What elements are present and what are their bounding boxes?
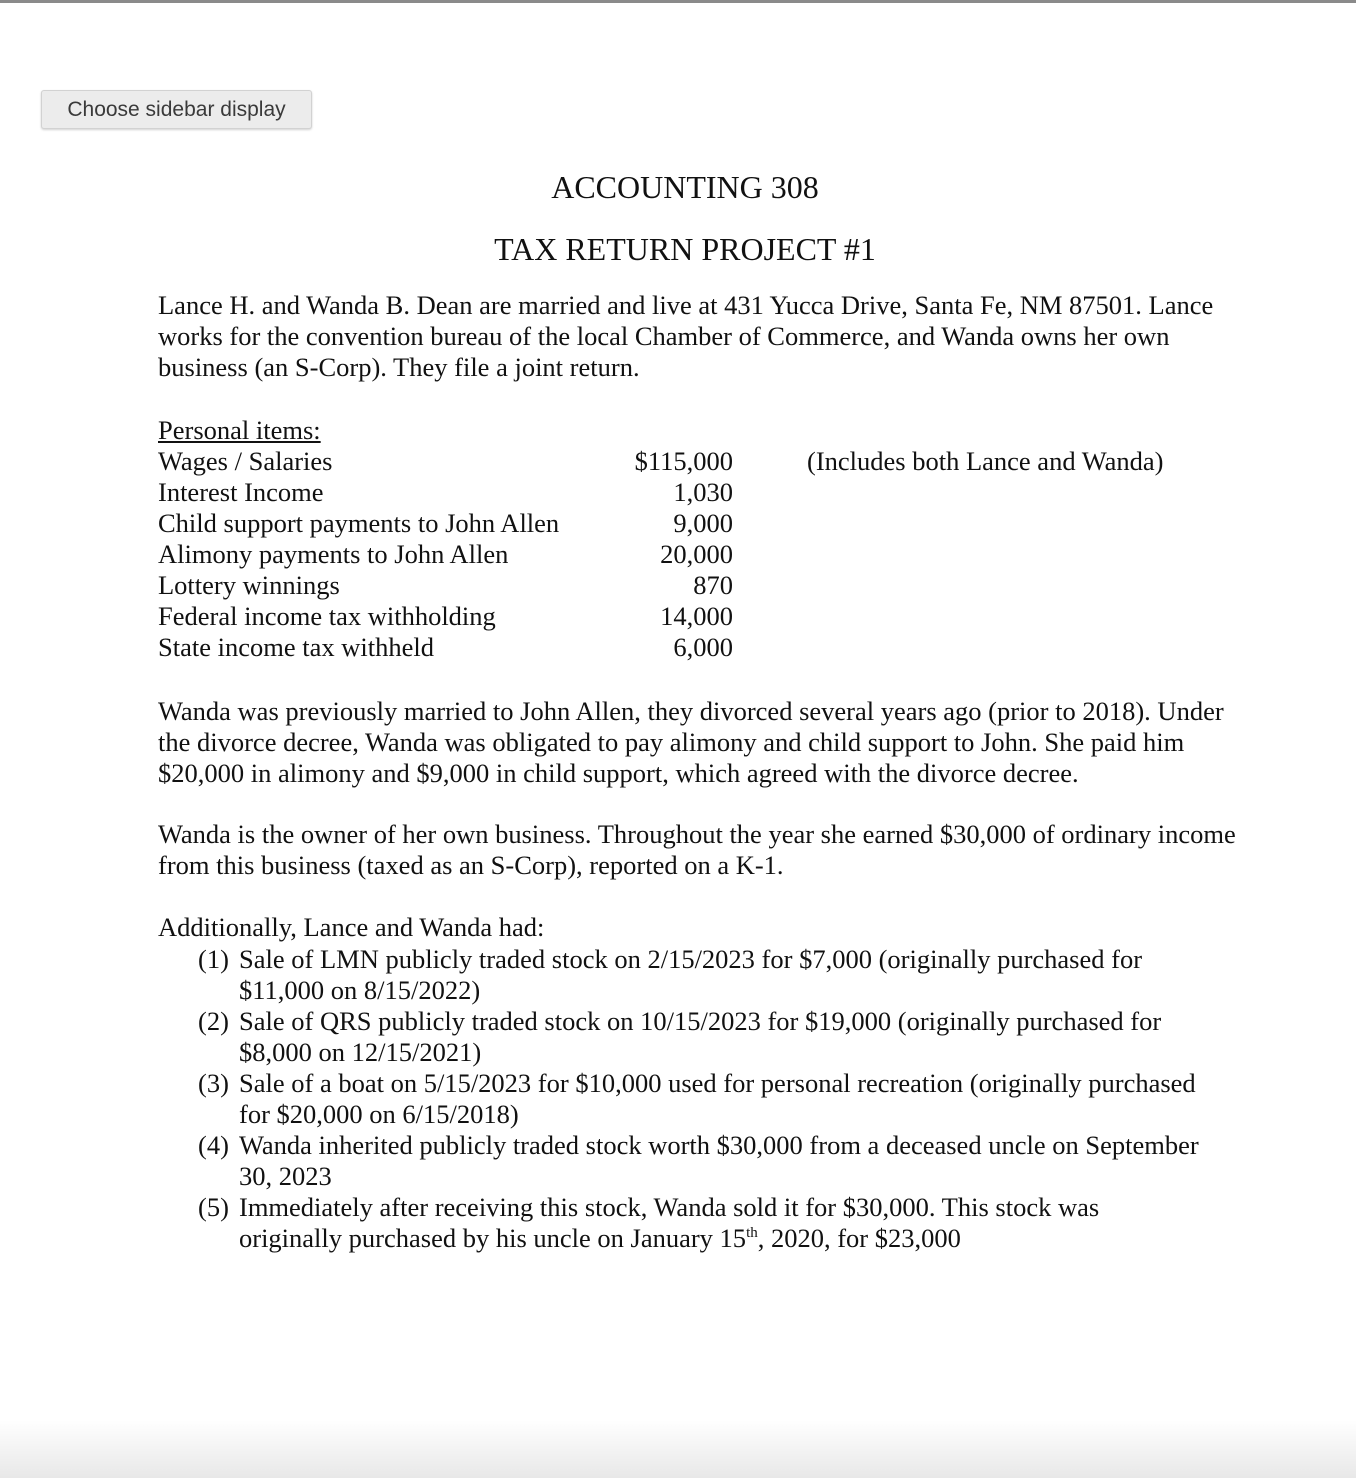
item-amount: 6,000: [673, 632, 733, 662]
item-amount: 1,030: [673, 477, 733, 507]
item-label: Child support payments to John Allen: [158, 508, 560, 538]
ordinal-suffix: th: [746, 1225, 758, 1241]
document-subtitle: TAX RETURN PROJECT #1: [494, 231, 876, 267]
list-number: (2): [198, 1006, 229, 1036]
personal-item-row: [158, 539, 1258, 570]
item-label: Alimony payments to John Allen: [158, 539, 509, 569]
item-amount: 20,000: [660, 539, 733, 569]
list-text: [239, 1192, 1199, 1254]
item-amount: 870: [693, 570, 733, 600]
item-amount: 14,000: [660, 601, 733, 631]
personal-item-row: [158, 477, 1258, 508]
item-label: State income tax withheld: [158, 632, 434, 662]
list-text: Sale of QRS publicly traded stock on 10/15/2023 for $19,000 (originally purchased for $8,000 on 12/15/2021): [239, 1006, 1162, 1067]
list-number: (4): [198, 1130, 229, 1160]
personal-items-heading: Personal items:: [158, 415, 321, 445]
item-note: (Includes both Lance and Wanda): [807, 446, 1164, 476]
personal-item-row: [158, 570, 1258, 601]
item-label: Federal income tax withholding: [158, 601, 496, 631]
divorce-paragraph: Wanda was previously married to John Allen, they divorced several years ago (prior to 2018). Under the divorce decree, Wanda was obligated to pay alimony and child support to John. She paid him $20,000 in alimony and $9,000 in child support, which agreed with the divorce decree.: [158, 696, 1224, 788]
intro-paragraph: Lance H. and Wanda B. Dean are married and live at 431 Yucca Drive, Santa Fe, NM 87501. Lance works for the convention bureau of the local Chamber of Commerce, and Wanda owns her own business (an S-Corp). They file a joint return.: [158, 290, 1214, 382]
personal-item-row: [158, 632, 1258, 663]
window-top-border: [0, 0, 1356, 3]
personal-item-row: [158, 601, 1258, 632]
item-amount: 9,000: [673, 508, 733, 538]
choose-sidebar-display-button[interactable]: Choose sidebar display: [41, 90, 312, 129]
list-text-part: , 2020, for $23,000: [757, 1223, 961, 1253]
list-number: (3): [198, 1068, 229, 1098]
personal-item-row: [158, 446, 1258, 477]
list-number: (5): [198, 1192, 229, 1222]
list-text: Sale of a boat on 5/15/2023 for $10,000 used for personal recreation (originally purchased for $20,000 on 6/15/2018): [239, 1068, 1196, 1129]
item-label: Lottery winnings: [158, 570, 340, 600]
list-text-part: Immediately after receiving this stock, Wanda sold it for $30,000. This stock was originally purchased by his uncle on January 15: [239, 1192, 1100, 1253]
additional-heading: Additionally, Lance and Wanda had:: [158, 912, 545, 942]
list-text: Sale of LMN publicly traded stock on 2/15/2023 for $7,000 (originally purchased for $11,000 on 8/15/2022): [239, 944, 1143, 1005]
list-number: (1): [198, 944, 229, 974]
item-amount: $115,000: [634, 446, 733, 476]
list-text: Wanda inherited publicly traded stock worth $30,000 from a deceased uncle on September 30, 2023: [239, 1130, 1199, 1191]
business-paragraph: Wanda is the owner of her own business. Throughout the year she earned $30,000 of ordinary income from this business (taxed as an S-Corp), reported on a K-1.: [158, 819, 1236, 880]
item-label: Wages / Salaries: [158, 446, 333, 476]
item-label: Interest Income: [158, 477, 324, 507]
personal-item-row: [158, 508, 1258, 539]
document-title: ACCOUNTING 308: [551, 169, 819, 205]
bottom-shadow: [0, 1420, 1356, 1478]
